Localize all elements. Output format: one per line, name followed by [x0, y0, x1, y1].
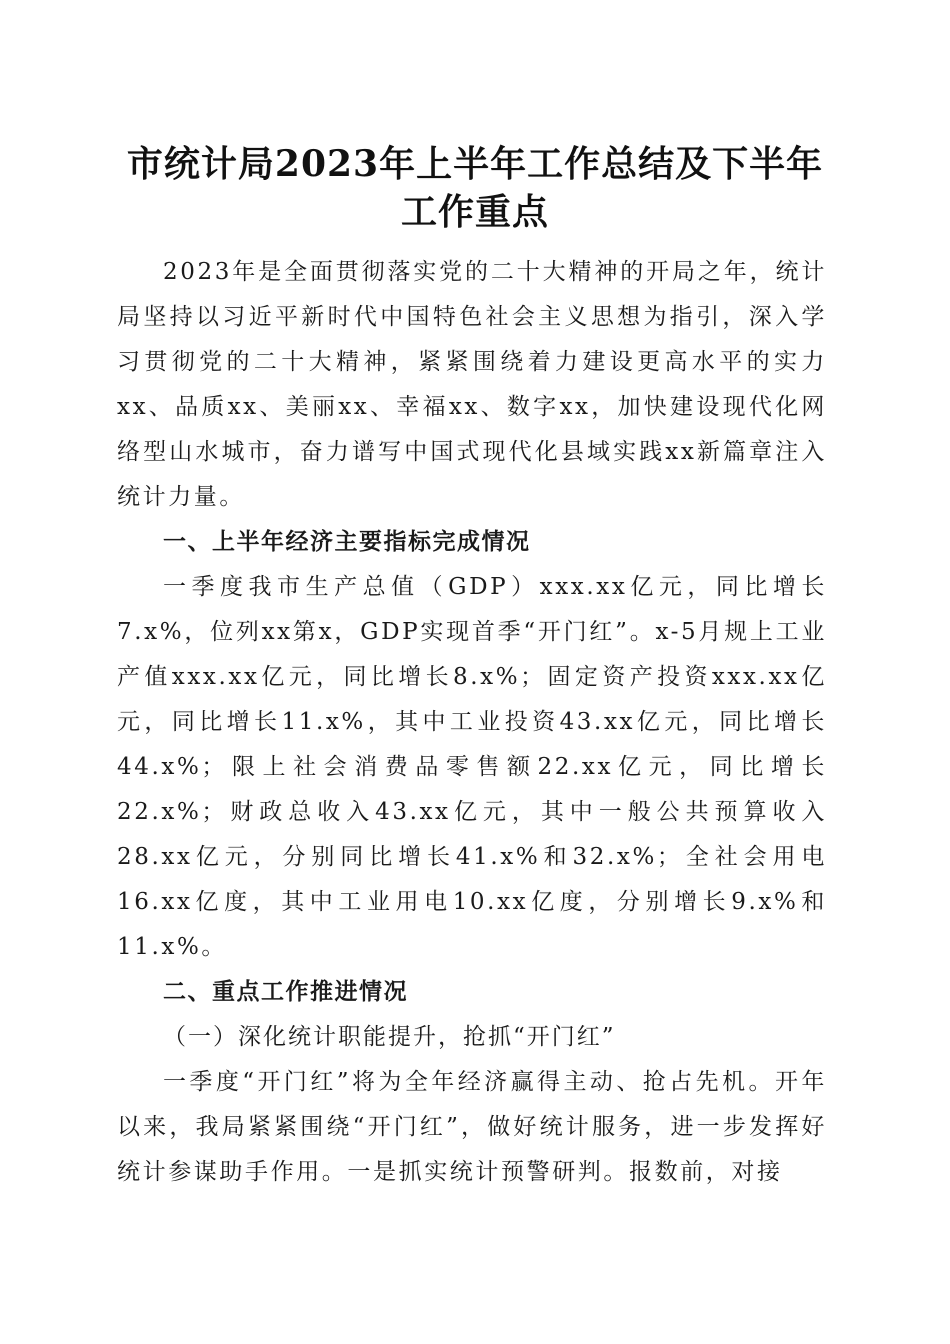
section2-sub1-paragraph: 一季度“开门红”将为全年经济赢得主动、抢占先机。开年以来，我局紧紧围绕“开门红”，做好统计服务，进一步发挥好统计参谋助手作用。一是抓实统计预警研判。报数前，对接: [117, 1069, 827, 1185]
document-body: [117, 250, 827, 1195]
section2-subheading-1: （一）深化统计职能提升，抢抓“开门红”: [163, 1024, 616, 1050]
document-title: 市统计局2023年上半年工作总结及下半年工作重点: [126, 143, 824, 233]
section2-heading: 二、重点工作推进情况: [163, 979, 408, 1005]
section1-paragraph: 一季度我市生产总值（GDP）xxx.xx亿元，同比增长7.x%，位列xx第x，GDP实现首季“开门红”。x-5月规上工业产值xxx.xx亿元，同比增长8.x%；固定资产投资xxx.xx亿元，同比增长11.x%，其中工业投资43.xx亿元，同比增长44.x%；限上社会消费品零售额22.xx亿元，同比增长22.x%；财政总收入43.xx亿元，其中一般公共预算收入28.xx亿元，分别同比增长41.x%和32.x%；全社会用电16.xx亿度，其中工业用电10.xx亿度，分别增长9.x%和11.x%。: [117, 574, 827, 960]
section1-heading: 一、上半年经济主要指标完成情况: [163, 529, 531, 555]
intro-paragraph: 2023年是全面贯彻落实党的二十大精神的开局之年，统计局坚持以习近平新时代中国特色社会主义思想为指引，深入学习贯彻党的二十大精神，紧紧围绕着力建设更高水平的实力xx、品质xx、美丽xx、幸福xx、数字xx，加快建设现代化网络型山水城市，奋力谱写中国式现代化县域实践xx新篇章注入统计力量。: [117, 259, 827, 510]
